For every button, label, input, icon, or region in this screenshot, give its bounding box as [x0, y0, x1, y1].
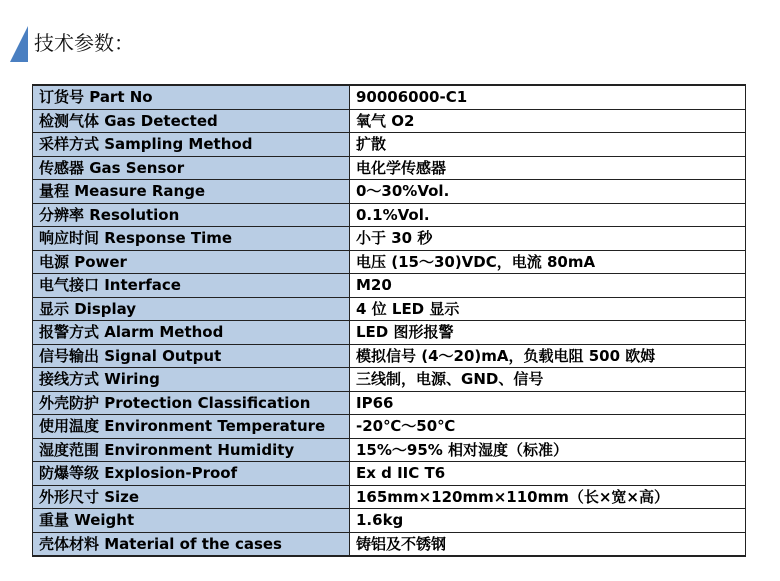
spec-label: 重量 Weight — [33, 509, 350, 533]
spec-row — [33, 133, 746, 157]
spec-label: 报警方式 Alarm Method — [33, 321, 350, 345]
spec-label: 订货号 Part No — [33, 85, 350, 109]
spec-label: 量程 Measure Range — [33, 180, 350, 204]
spec-label: 防爆等级 Explosion-Proof — [33, 462, 350, 486]
spec-value: Ex d IIC T6 — [350, 462, 746, 486]
spec-row — [33, 274, 746, 298]
spec-row — [33, 203, 746, 227]
spec-value: 电压 (15～30)VDC，电流 80mA — [350, 250, 746, 274]
spec-label: 外壳防护 Protection Classification — [33, 391, 350, 415]
spec-label: 信号输出 Signal Output — [33, 344, 350, 368]
spec-label: 外形尺寸 Size — [33, 485, 350, 509]
spec-value: 165mm×120mm×110mm（长×宽×高） — [350, 485, 746, 509]
section-header — [10, 26, 770, 62]
spec-value: 三线制，电源、GND、信号 — [350, 368, 746, 392]
spec-value: M20 — [350, 274, 746, 298]
spec-value: 扩散 — [350, 133, 746, 157]
spec-row — [33, 509, 746, 533]
spec-row — [33, 109, 746, 133]
spec-value: 模拟信号 (4～20)mA，负载电阻 500 欧姆 — [350, 344, 746, 368]
spec-row — [33, 344, 746, 368]
spec-value: 90006000-C1 — [350, 85, 746, 109]
spec-row — [33, 85, 746, 109]
accent-slash-icon — [10, 26, 28, 62]
spec-value: 15%～95% 相对湿度（标准） — [350, 438, 746, 462]
spec-label: 接线方式 Wiring — [33, 368, 350, 392]
spec-value: 铸铝及不锈钢 — [350, 532, 746, 556]
spec-table — [32, 84, 746, 557]
spec-row — [33, 532, 746, 556]
spec-value: LED 图形报警 — [350, 321, 746, 345]
spec-value: IP66 — [350, 391, 746, 415]
spec-row — [33, 250, 746, 274]
spec-label: 使用温度 Environment Temperature — [33, 415, 350, 439]
spec-row — [33, 156, 746, 180]
spec-row — [33, 180, 746, 204]
spec-label: 传感器 Gas Sensor — [33, 156, 350, 180]
spec-row — [33, 438, 746, 462]
spec-row — [33, 391, 746, 415]
spec-value: 氧气 O2 — [350, 109, 746, 133]
spec-value: -20℃～50℃ — [350, 415, 746, 439]
spec-row — [33, 462, 746, 486]
spec-label: 湿度范围 Environment Humidity — [33, 438, 350, 462]
spec-row — [33, 485, 746, 509]
spec-row — [33, 297, 746, 321]
spec-value: 0.1%Vol. — [350, 203, 746, 227]
spec-label: 检测气体 Gas Detected — [33, 109, 350, 133]
spec-value: 小于 30 秒 — [350, 227, 746, 251]
spec-row — [33, 227, 746, 251]
spec-label: 电气接口 Interface — [33, 274, 350, 298]
spec-value: 4 位 LED 显示 — [350, 297, 746, 321]
spec-value: 1.6kg — [350, 509, 746, 533]
spec-row — [33, 415, 746, 439]
spec-value: 0～30%Vol. — [350, 180, 746, 204]
section-title: 技术参数： — [34, 31, 134, 55]
spec-label: 显示 Display — [33, 297, 350, 321]
spec-value: 电化学传感器 — [350, 156, 746, 180]
spec-label: 响应时间 Response Time — [33, 227, 350, 251]
spec-label: 分辨率 Resolution — [33, 203, 350, 227]
spec-label: 电源 Power — [33, 250, 350, 274]
spec-row — [33, 321, 746, 345]
spec-row — [33, 368, 746, 392]
spec-label: 壳体材料 Material of the cases — [33, 532, 350, 556]
spec-label: 采样方式 Sampling Method — [33, 133, 350, 157]
spec-table-body — [33, 85, 746, 556]
